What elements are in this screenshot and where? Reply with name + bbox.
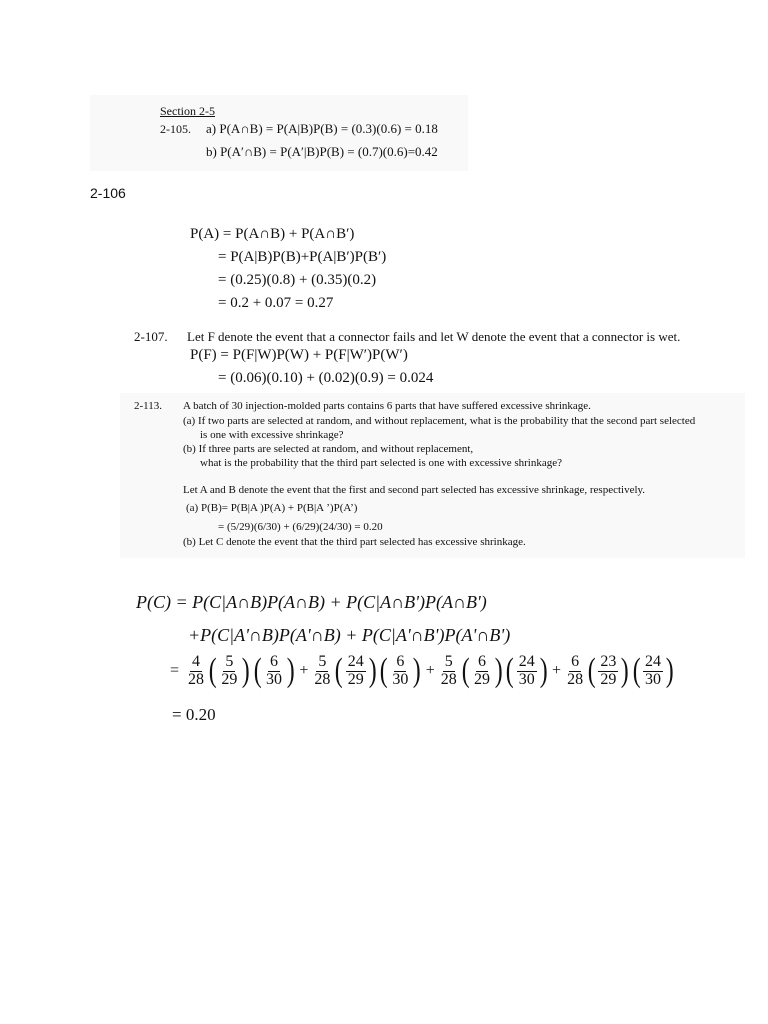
fraction: $\frac{24}{29}$ — [347, 652, 364, 688]
solution-2-106-line-2: = P(A|B)P(B)+P(A|B′)P(B′) — [218, 249, 387, 265]
equals-sign: = — [170, 662, 180, 679]
plus-sign: + — [425, 662, 435, 679]
fraction: $\frac{5}{28}$ — [314, 652, 331, 688]
problem-number-2-107: 2-107. — [134, 329, 168, 344]
fraction: $\frac{6}{30}$ — [266, 652, 283, 688]
problem-2-107-text: Let F denote the event that a connector fails and let W denote the event that a connector is wet. — [187, 329, 681, 344]
solution-2-106-line-1: P(A) = P(A∩B) + P(A∩B′) — [190, 226, 355, 242]
problem-number-2-113: 2-113. — [134, 400, 163, 412]
term-2: $\frac{5}{28}$ ( $\frac{24}{29}$ ) ( $\frac{6}{30}$ ) — [314, 652, 421, 689]
term-4: $\frac{6}{28}$ ( $\frac{23}{29}$ ) ( $\frac{24}{30}$ ) — [567, 652, 674, 689]
answer-2-105-a: a) P(A∩B) = P(A|B)P(B) = (0.3)(0.6) = 0.18 — [206, 121, 438, 136]
solution-2-106-line-3: = (0.25)(0.8) + (0.35)(0.2) — [218, 272, 377, 288]
question-b-line-1: (b) If three parts are selected at random, and without replacement, — [183, 443, 474, 455]
problem-label-2-106: 2-106 — [90, 185, 126, 201]
question-a-line-2: is one with excessive shrinkage? — [200, 429, 344, 441]
plus-sign: + — [552, 662, 562, 679]
solution-2-106-line-4: = 0.2 + 0.07 = 0.27 — [218, 295, 334, 311]
term-3: $\frac{5}{28}$ ( $\frac{6}{29}$ ) ( $\frac{24}{30}$ ) — [440, 652, 548, 689]
fraction: $\frac{6}{28}$ — [567, 652, 584, 688]
question-a-line-1: (a) If two parts are selected at random, and without replacement, what is the probability that the second part selected — [183, 415, 696, 427]
fraction: $\frac{6}{30}$ — [392, 652, 409, 688]
fraction: $\frac{6}{29}$ — [474, 652, 491, 688]
fraction: $\frac{4}{28}$ — [188, 652, 205, 688]
plus-sign: + — [299, 662, 309, 679]
section-heading: Section 2-5 — [160, 104, 215, 118]
solution-2-107-line-1: P(F) = P(F|W)P(W) + P(F|W′)P(W′) — [190, 347, 408, 363]
fraction: $\frac{5}{28}$ — [440, 652, 457, 688]
formula-line-2: +P(C|A'∩B)P(A'∩B) + P(C|A'∩B')P(A'∩B') — [188, 625, 511, 645]
fraction: $\frac{5}{29}$ — [221, 652, 238, 688]
solution-2-107-line-2: = (0.06)(0.10) + (0.02)(0.9) = 0.024 — [218, 370, 434, 386]
formula-result: = 0.20 — [172, 705, 216, 724]
let-statement: Let A and B denote the event that the first and second part selected has excessive shrinkage, respectively. — [183, 484, 646, 496]
problem-2-113-intro: A batch of 30 injection-molded parts contains 6 parts that have suffered excessive shrinkage. — [183, 400, 591, 412]
problem-number-2-105: 2-105. — [160, 122, 191, 136]
answer-2-113-a-line-2: = (5/29)(6/30) + (6/29)(24/30) = 0.20 — [218, 521, 383, 533]
question-b-line-2: what is the probability that the third part selected is one with excessive shrinkage? — [200, 457, 562, 469]
formula-expansion — [170, 652, 675, 690]
answer-2-113-a-line-1: (a) P(B)= P(B|A )P(A) + P(B|A ’)P(A’) — [186, 502, 358, 514]
fraction: $\frac{23}{29}$ — [600, 652, 617, 688]
fraction: $\frac{24}{30}$ — [518, 652, 535, 688]
answer-2-105-b: b) P(A′∩B) = P(A′|B)P(B) = (0.7)(0.6)=0.42 — [206, 144, 438, 159]
formula-line-1: P(C) = P(C|A∩B)P(A∩B) + P(C|A∩B')P(A∩B') — [136, 592, 487, 612]
fraction: $\frac{24}{30}$ — [645, 652, 662, 688]
term-1: $\frac{4}{28}$ ( $\frac{5}{29}$ ) ( $\frac{6}{30}$ ) — [188, 652, 295, 689]
answer-2-113-b-line-1: (b) Let C denote the event that the third part selected has excessive shrinkage. — [183, 536, 526, 548]
